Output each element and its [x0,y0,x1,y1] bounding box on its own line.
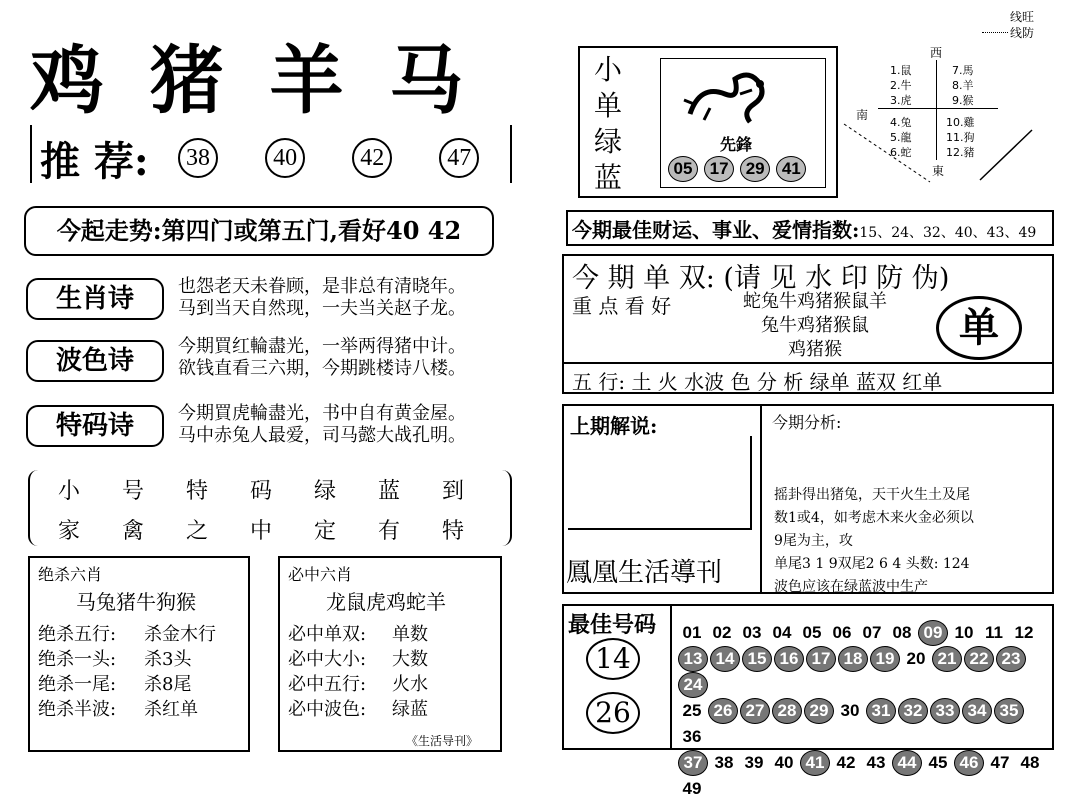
slogan-char: 之 [186,519,209,544]
must-rows [288,622,428,722]
number-ball: 27 [740,698,770,724]
kill-key: 绝杀一尾: [38,674,117,695]
page-title: 鸡 猪 羊 马 [30,38,474,124]
zodiac-4: 4.兔 [890,116,912,129]
kill-key: 绝杀一头: [38,649,117,670]
number-ball: 40 [774,753,794,772]
pioneer-ball: 05 [668,156,698,182]
number-ball: 22 [964,646,994,672]
must-value: 大数 [392,649,428,670]
number-ball: 45 [928,753,948,772]
number-ball: 34 [962,698,992,724]
number-ball: 14 [710,646,740,672]
focus-lines [700,290,930,362]
number-ball: 19 [870,646,900,672]
number-ball: 24 [678,672,708,698]
must-key: 必中波色: [288,699,367,720]
number-ball: 17 [806,646,836,672]
must-key: 必中五行: [288,674,367,695]
vertical-char: 绿 [594,125,623,158]
slogan-line-1 [58,474,464,505]
kill-heading: 绝杀六肖 [38,565,103,584]
zodiac-8: 8.羊 [952,79,974,92]
number-ball: 39 [744,753,764,772]
poem-label-special: 特码诗 [26,405,164,447]
slogan-char: 蓝 [378,479,401,504]
poem-label-wave: 波色诗 [26,340,164,382]
slogan-char: 码 [250,479,273,504]
focus-line: 蛇兔牛鸡猪猴鼠羊 [743,291,887,312]
number-ball: 48 [1020,753,1040,772]
number-ball: 38 [714,753,734,772]
slogan-char: 小 [58,479,81,504]
odd-big-char: 单 [936,296,1022,360]
must-row [288,647,428,672]
zodiac-5: 5.龍 [890,131,912,144]
mark-dots [982,32,1008,33]
zodiac-7: 7.馬 [952,64,974,77]
zodiac-3: 3.虎 [890,94,912,107]
number-ball: 28 [772,698,802,724]
slogan-char: 特 [186,479,209,504]
slogan-char: 到 [442,479,465,504]
number-ball: 01 [682,623,702,642]
pioneer-ball: 41 [776,156,806,182]
best-divider [670,604,672,750]
zodiac-1: 1.鼠 [890,64,912,77]
number-ball: 31 [866,698,896,724]
best-pick-1: 14 [586,638,640,680]
number-ball: 09 [918,620,948,646]
slogan-char: 家 [58,519,81,544]
recommend-number: 38 [178,138,218,178]
focus-line: 鸡猪猴 [788,339,842,360]
poem-wave [178,336,466,380]
best-pick-2: 26 [586,692,640,734]
dragon-icon [680,64,776,128]
poem-line: 今期買红輪盡光，一举两得猪中计。 [178,336,466,357]
number-ball: 41 [800,750,830,776]
this-label: 今期分析: [772,413,842,432]
number-ball: 02 [712,623,732,642]
must-key: 必中大小: [288,649,367,670]
pioneer-ball: 17 [704,156,734,182]
must-heading: 必中六肖 [288,565,353,584]
poem-line: 今期買虎輪盡光，书中自有黄金屋。 [178,403,466,424]
slogan-char: 有 [378,519,401,544]
vertical-char: 小 [594,53,623,86]
number-ball: 23 [996,646,1026,672]
number-ball: 15 [742,646,772,672]
slogan-line-2 [58,514,464,545]
kill-value: 杀3头 [144,649,192,670]
fortune-label: 今期最佳财运、事业、爱情指数: [572,218,860,242]
trend-box [24,206,494,256]
number-ball: 20 [906,649,926,668]
must-value: 火水 [392,674,428,695]
kill-rows [38,622,216,722]
analysis-line: 摇卦得出猪兔，天干火生土及尾 [774,487,970,503]
kill-row [38,647,216,672]
analysis-divider [760,404,762,594]
five-elements-text: 五 行: 土 火 水波 色 分 析 绿单 蓝双 红单 [572,370,943,394]
number-ball: 25 [682,701,702,720]
kill-row [38,622,216,647]
poem-label-zodiac: 生肖诗 [26,278,164,320]
poem-line: 马中赤兔人最爱，司马懿大战孔明。 [178,425,466,446]
this-lines [774,484,974,599]
zodiac-11: 11.狗 [946,131,975,144]
number-ball: 16 [774,646,804,672]
slogan-char: 特 [442,519,465,544]
focus-line: 兔牛鸡猪猴鼠 [761,315,869,336]
zodiac-6: 6.蛇 [890,146,912,159]
odd-even-title: 今 期 单 双: (请 见 水 印 防 伪) [572,263,950,294]
number-ball: 30 [840,701,860,720]
analysis-line: 单尾3 1 9双尾2 6 4 头数: 124 [774,556,970,572]
kill-value: 杀金木行 [144,624,216,645]
recommend-number: 40 [265,138,305,178]
five-elements-divider [562,362,1054,364]
must-animals: 龙鼠虎鸡蛇羊 [326,590,446,614]
number-ball: 32 [898,698,928,724]
kill-row [38,672,216,697]
compass-east: 東 [932,164,945,178]
focus-label: 重 点 看 好 [572,294,672,318]
number-ball: 44 [892,750,922,776]
kill-value: 杀8尾 [144,674,192,695]
recommend-number: 42 [352,138,392,178]
must-row [288,697,428,722]
kill-animals: 马兔猪牛狗猴 [76,590,196,614]
number-ball: 08 [892,623,912,642]
number-ball: 33 [930,698,960,724]
number-grid [678,620,1050,798]
best-label: 最佳号码 [568,612,657,638]
poem-special [178,403,466,447]
recommend-label: 推 荐: [40,138,149,185]
number-ball: 26 [708,698,738,724]
slogan-char: 禽 [122,519,145,544]
analysis-line: 9尾为主，攻 [774,533,853,549]
compass-diagonals [840,110,1040,190]
number-ball: 36 [682,727,702,746]
number-ball: 04 [772,623,792,642]
number-ball: 42 [836,753,856,772]
pioneer-label: 先鋒 [720,135,753,154]
trend-text: 今起走势:第四门或第五门,看好40 42 [56,216,462,245]
number-ball: 12 [1014,623,1034,642]
number-ball: 06 [832,623,852,642]
number-ball: 37 [678,750,708,776]
pioneer-balls [668,156,806,182]
number-ball: 11 [985,623,1003,642]
vertical-char: 蓝 [594,161,623,194]
number-ball: 13 [678,646,708,672]
zodiac-2: 2.牛 [890,79,912,92]
kill-value: 杀红单 [144,699,198,720]
analysis-line: 波色应该在绿蓝波中生产 [774,579,928,595]
vertical-char: 单 [594,89,623,122]
poem-line: 也怨老天未眷顾，是非总有清晓年。 [178,276,466,297]
analysis-line: 数1或4，如考虑木来火金必须以 [774,510,974,526]
number-ball: 35 [994,698,1024,724]
kill-row [38,697,216,722]
number-ball: 03 [742,623,762,642]
number-ball: 47 [990,753,1010,772]
must-row [288,622,428,647]
number-ball: 21 [932,646,962,672]
poem-line: 欲钱直看三六期，今期跳楼诗八楼。 [178,358,466,379]
compass-west: 西 [930,46,943,60]
must-value: 单数 [392,624,428,645]
number-ball: 29 [804,698,834,724]
poem-line: 马到当天自然现，一夫当关赵子龙。 [178,298,466,319]
number-ball: 18 [838,646,868,672]
vertical-text [594,52,622,196]
must-row [288,672,428,697]
kill-key: 绝杀半波: [38,699,117,720]
must-key: 必中单双: [288,624,367,645]
fortune-text [572,214,1036,243]
kill-key: 绝杀五行: [38,624,117,645]
compass-south: 南 [856,108,869,122]
mark-wang: 线旺 [1010,10,1035,24]
slogan-char: 绿 [314,479,337,504]
number-ball: 10 [954,623,974,642]
last-label: 上期解说: [570,414,658,438]
zodiac-10: 10.雞 [946,116,975,129]
number-ball: 05 [802,623,822,642]
slogan-char: 号 [122,479,145,504]
zodiac-12: 12.豬 [946,146,975,159]
must-value: 绿蓝 [392,699,428,720]
recommend-number: 47 [439,138,479,178]
mark-fang: 线防 [1010,26,1035,40]
number-ball: 49 [682,779,702,798]
number-ball: 46 [954,750,984,776]
fortune-values: 15、24、32、40、43、49 [859,225,1037,241]
poem-zodiac [178,276,466,320]
number-ball: 43 [866,753,886,772]
slogan-char: 定 [314,519,337,544]
pioneer-ball: 29 [740,156,770,182]
last-content-frame [568,436,752,530]
recommend-numbers [178,138,479,178]
brand-label: 鳳凰生活導刊 [566,558,723,588]
number-ball: 07 [862,623,882,642]
source-label: 《生活导刊》 [406,734,479,748]
zodiac-9: 9.猴 [952,94,974,107]
slogan-char: 中 [250,519,273,544]
compass-hline [878,108,998,109]
